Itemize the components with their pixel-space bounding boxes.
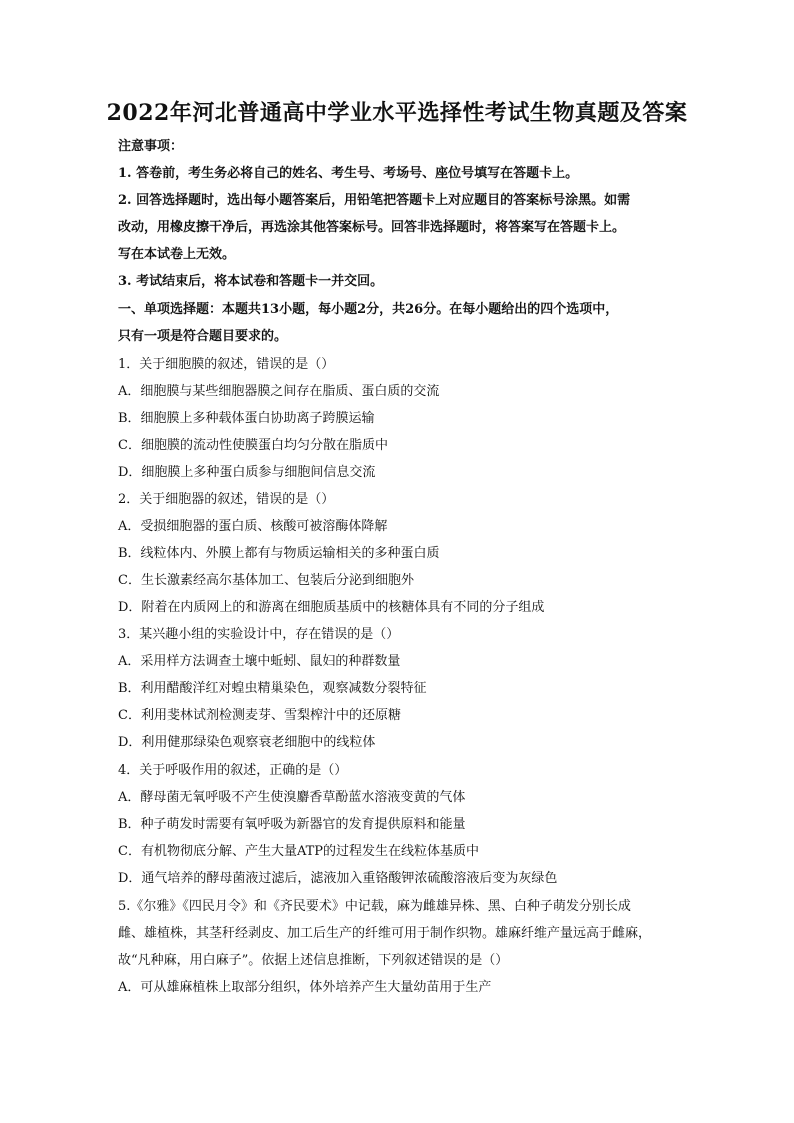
notice-heading: 注意事项：: [118, 139, 184, 154]
question-stem: 1．关于细胞膜的叙述，错误的是（）: [118, 357, 335, 372]
answer-option: C．有机物彻底分解、产生大量ATP的过程发生在线粒体基质中: [118, 844, 480, 859]
notice-line: 写在本试卷上无效。: [118, 247, 236, 262]
answer-option: A．酵母菌无氧呼吸不产生使溴麝香草酚蓝水溶液变黄的气体: [118, 790, 466, 805]
question-stem: 3．某兴趣小组的实验设计中，存在错误的是（）: [118, 627, 400, 642]
notice-line: 1. 答卷前，考生务必将自己的姓名、考生号、考场号、座位号填写在答题卡上。: [118, 166, 579, 181]
section-heading: 一、单项选择题：本题共13小题，每小题2分，共26分。在每小题给出的四个选项中，: [118, 302, 619, 317]
question-stem: 雌、雄植株，其茎秆经剥皮、加工后生产的纤维可用于制作织物。雄麻纤维产量远高于雌麻，: [118, 926, 652, 941]
answer-option: D．细胞膜上多种蛋白质参与细胞间信息交流: [118, 465, 376, 480]
answer-option: D．通气培养的酵母菌液过滤后，滤液加入重铬酸钾浓硫酸溶液后变为灰绿色: [118, 871, 558, 886]
answer-option: A．可从雄麻植株上取部分组织，体外培养产生大量幼苗用于生产: [118, 980, 492, 995]
answer-option: C．利用斐林试剂检测麦芽、雪梨榨汁中的还原糖: [118, 708, 401, 723]
question-stem: 5.《尔雅》《四民月令》和《齐民要术》中记载，麻为雌雄异株、黑、白种子萌发分别长成: [118, 899, 631, 914]
answer-option: C．生长激素经高尔基体加工、包装后分泌到细胞外: [118, 573, 414, 588]
answer-option: D．附着在内质网上的和游离在细胞质基质中的核糖体具有不同的分子组成: [118, 600, 545, 615]
answer-option: A．细胞膜与某些细胞器膜之间存在脂质、蛋白质的交流: [118, 384, 440, 399]
question-stem: 2．关于细胞器的叙述，错误的是（）: [118, 492, 335, 507]
notice-line: 3. 考试结束后，将本试卷和答题卡一并交回。: [118, 274, 384, 289]
section-heading: 只有一项是符合题目要求的。: [118, 329, 288, 344]
answer-option: B．种子萌发时需要有氧呼吸为新器官的发育提供原料和能量: [118, 817, 466, 832]
notice-line: 2. 回答选择题时，选出每小题答案后，用铅笔把答题卡上对应题目的答案标号涂黑。如需: [118, 193, 631, 208]
answer-option: C．细胞膜的流动性使膜蛋白均匀分散在脂质中: [118, 438, 388, 453]
notice-line: 改动，用橡皮擦干净后，再选涂其他答案标号。回答非选择题时，将答案写在答题卡上。: [118, 220, 626, 235]
question-stem: 4．关于呼吸作用的叙述，正确的是（）: [118, 763, 348, 778]
question-stem: 故“凡种麻，用白麻子”。依据上述信息推断，下列叙述错误的是（）: [118, 953, 509, 968]
document-title: 2022年河北普通高中学业水平选择性考试生物真题及答案: [106, 100, 688, 126]
answer-option: B．细胞膜上多种载体蛋白协助离子跨膜运输: [118, 411, 375, 426]
answer-option: A．采用样方法调查土壤中蚯蚓、鼠妇的种群数量: [118, 654, 401, 669]
answer-option: A．受损细胞器的蛋白质、核酸可被溶酶体降解: [118, 519, 388, 534]
answer-option: B．线粒体内、外膜上都有与物质运输相关的多种蛋白质: [118, 546, 440, 561]
answer-option: B．利用醋酸洋红对蝗虫精巢染色，观察减数分裂特征: [118, 681, 427, 696]
answer-option: D．利用健那绿染色观察衰老细胞中的线粒体: [118, 735, 376, 750]
